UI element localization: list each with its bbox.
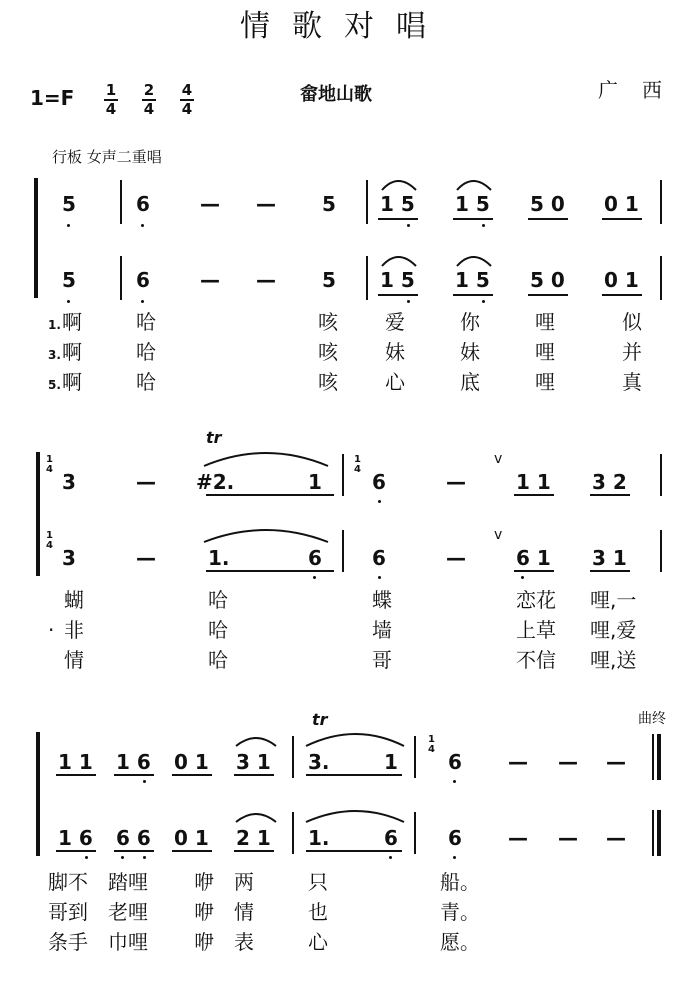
note-pair: 3 2	[592, 470, 627, 494]
lyric: 心	[308, 930, 328, 954]
verse-mark: ·	[48, 618, 55, 642]
note: #2.	[196, 470, 235, 494]
lyric: 哈	[208, 648, 228, 672]
dash: —	[558, 750, 578, 774]
lyric: 巾哩	[108, 930, 148, 954]
lyric: 愿。	[440, 930, 480, 954]
lyric: 情	[64, 648, 84, 672]
lyric: 啊	[62, 370, 82, 394]
song-title: 情歌对唱	[240, 9, 448, 44]
lyric: 妹	[460, 340, 480, 364]
dash: —	[508, 750, 528, 774]
lyric: 表	[234, 930, 254, 954]
time-signature-4-4: $\frac{4}{4}$	[181, 81, 193, 118]
note: 5	[62, 192, 76, 216]
lyric: 哩,一	[590, 588, 637, 612]
time-change-1-4: 1 4	[428, 734, 435, 755]
lyric: 爱	[385, 310, 405, 334]
lyric: 咿	[194, 870, 214, 894]
lyric: 踏哩	[108, 870, 148, 894]
note-pair: 1 5	[455, 192, 490, 216]
lyric: 上草	[516, 618, 556, 642]
note: 1.	[308, 826, 330, 850]
lyric: 并	[622, 340, 642, 364]
note-pair: 0 1	[174, 826, 209, 850]
lyric: 哈	[208, 588, 228, 612]
note-pair: 1 1	[516, 470, 551, 494]
time-change-1-4: 1 4	[46, 530, 53, 551]
note-pair: 5 0	[530, 268, 565, 292]
trill-mark: tr	[312, 710, 328, 729]
note: 3	[62, 470, 76, 494]
note-pair: 6 1	[516, 546, 551, 570]
dash: —	[200, 192, 220, 216]
note: 6	[448, 826, 462, 850]
lyric: 不信	[516, 648, 556, 672]
lyric: 条手	[48, 930, 88, 954]
lyric: 哈	[208, 618, 228, 642]
note-pair: 0 1	[604, 268, 639, 292]
time-change-1-4: 1 4	[354, 454, 361, 475]
dash: —	[256, 192, 276, 216]
lyric: 咿	[194, 900, 214, 924]
key-signature: 1=F	[30, 86, 75, 110]
lyric: 心	[385, 370, 405, 394]
lyric: 哩,爱	[590, 618, 637, 642]
lyric: 老哩	[108, 900, 148, 924]
note-pair: 6 6	[116, 826, 151, 850]
breath-mark: v	[494, 527, 503, 543]
breath-mark: v	[494, 451, 503, 467]
verse-number: 5.	[48, 378, 61, 392]
lyric: 咳	[318, 310, 338, 334]
note-pair: 2 1	[236, 826, 271, 850]
dash: —	[200, 268, 220, 292]
dash: —	[446, 470, 466, 494]
note: 5	[322, 268, 336, 292]
lyric: 哩,送	[590, 648, 637, 672]
lyric: 蝴	[64, 588, 84, 612]
lyric: 啊	[62, 310, 82, 334]
note-pair: 0 1	[604, 192, 639, 216]
lyric: 非	[64, 618, 84, 642]
note-pair: 1 6	[116, 750, 151, 774]
lyric: 似	[622, 310, 642, 334]
note: 6	[372, 470, 386, 494]
note: 1.	[208, 546, 230, 570]
note: 5	[62, 268, 76, 292]
note: 3.	[308, 750, 330, 774]
lyric: 咳	[318, 370, 338, 394]
time-change-1-4: 1 4	[46, 454, 53, 475]
lyric: 啊	[62, 340, 82, 364]
time-signature-2-4: $\frac{2}{4}$	[143, 81, 155, 118]
note: 3	[62, 546, 76, 570]
lyric: 哥	[372, 648, 392, 672]
note: 6	[384, 826, 398, 850]
subtitle: 畲地山歌	[300, 84, 372, 105]
note: 1	[308, 470, 322, 494]
note-pair: 1 5	[380, 268, 415, 292]
lyric: 哥到	[48, 900, 88, 924]
note: 1	[384, 750, 398, 774]
dash: —	[606, 750, 626, 774]
lyric: 情	[234, 900, 254, 924]
lyric: 真	[622, 370, 642, 394]
note: 6	[448, 750, 462, 774]
lyric: 底	[460, 370, 480, 394]
region-label: 广西	[598, 78, 686, 102]
lyric: 哈	[136, 340, 156, 364]
ending-mark: 曲终	[638, 711, 666, 727]
lyric: 哩	[535, 340, 555, 364]
note-pair: 3 1	[236, 750, 271, 774]
note-pair: 5 0	[530, 192, 565, 216]
dash: —	[446, 546, 466, 570]
lyric: 只	[308, 870, 328, 894]
note-pair: 1 5	[380, 192, 415, 216]
lyric: 你	[460, 310, 480, 334]
tempo-marking: 行板 女声二重唱	[52, 148, 162, 166]
lyric: 蝶	[372, 588, 392, 612]
lyric: 妹	[385, 340, 405, 364]
lyric: 哈	[136, 370, 156, 394]
note-pair: 0 1	[174, 750, 209, 774]
dash: —	[136, 470, 156, 494]
dash: —	[606, 826, 626, 850]
note: 6	[308, 546, 322, 570]
lyric: 咳	[318, 340, 338, 364]
verse-number: 1.	[48, 318, 61, 332]
note-pair: 3 1	[592, 546, 627, 570]
note: 6	[372, 546, 386, 570]
dash: —	[256, 268, 276, 292]
verse-number: 3.	[48, 348, 61, 362]
note-pair: 1 1	[58, 750, 93, 774]
note: 6	[136, 192, 150, 216]
lyric: 墙	[372, 618, 392, 642]
dash: —	[558, 826, 578, 850]
lyric: 恋花	[516, 588, 556, 612]
lyric: 哈	[136, 310, 156, 334]
note-pair: 1 6	[58, 826, 93, 850]
lyric: 哩	[535, 310, 555, 334]
lyric: 船。	[440, 870, 480, 894]
note: 5	[322, 192, 336, 216]
lyric: 脚不	[48, 870, 88, 894]
lyric: 哩	[535, 370, 555, 394]
dash: —	[136, 546, 156, 570]
time-signature-1-4: $\frac{1}{4}$	[105, 81, 117, 118]
lyric: 青。	[440, 900, 480, 924]
lyric: 也	[308, 900, 328, 924]
dash: —	[508, 826, 528, 850]
lyric: 两	[234, 870, 254, 894]
trill-mark: tr	[206, 428, 222, 447]
lyric: 咿	[194, 930, 214, 954]
note-pair: 1 5	[455, 268, 490, 292]
note: 6	[136, 268, 150, 292]
